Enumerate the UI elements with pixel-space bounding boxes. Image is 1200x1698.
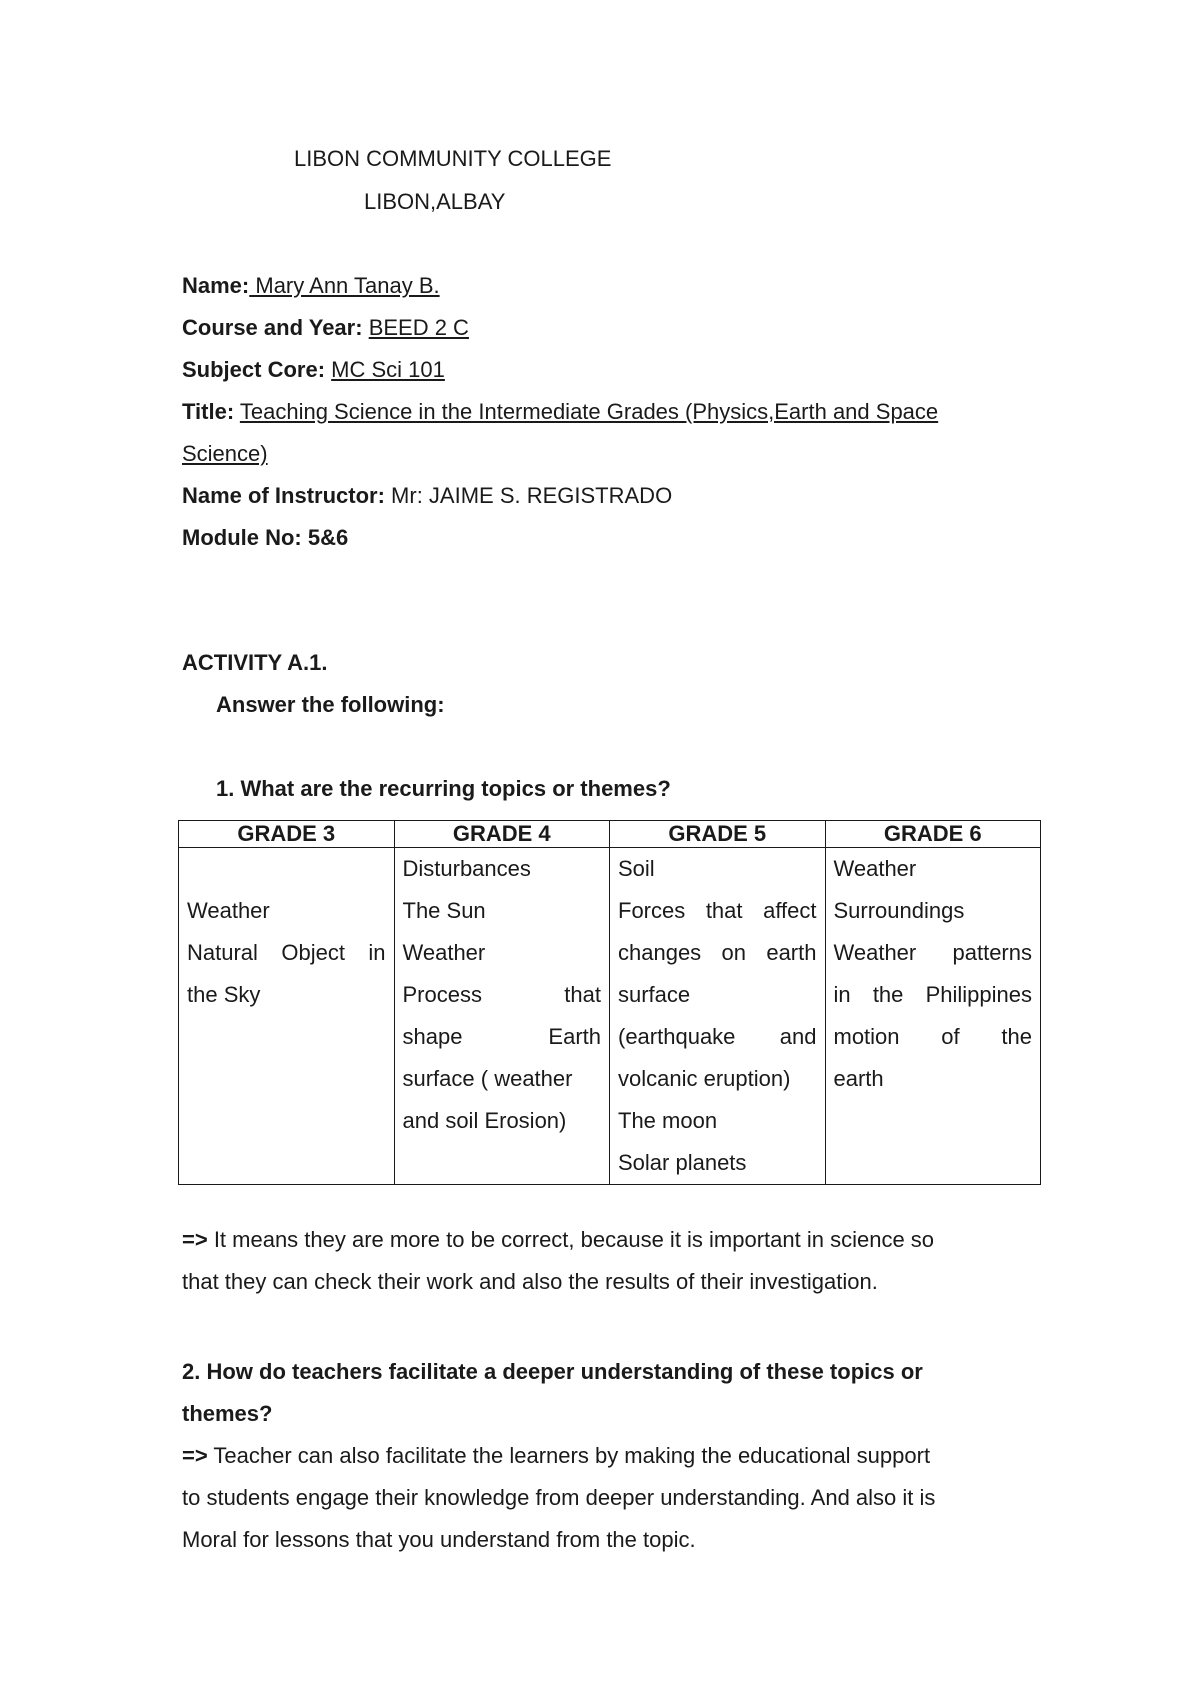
instructor-label: Name of Instructor: — [182, 483, 385, 508]
question-2-line: 2. How do teachers facilitate a deeper understanding of these topics or — [182, 1359, 923, 1384]
name-field — [182, 271, 440, 301]
answer-1-line — [182, 1219, 1032, 1261]
word: changes — [618, 940, 702, 965]
grade-5-topic: Soil — [618, 856, 655, 881]
word: on — [721, 940, 746, 965]
title-label: Title: — [182, 399, 235, 424]
grade-5-topic: Solar planets — [618, 1150, 747, 1175]
college-location: LIBON,ALBAY — [364, 189, 506, 214]
header-grade-6: GRADE 6 — [825, 821, 1041, 848]
answer-1 — [182, 1219, 1032, 1303]
grade-6-topic — [834, 932, 1033, 974]
question-2 — [182, 1351, 1032, 1435]
grade-6-topic — [834, 974, 1033, 1016]
grade-4-cell — [394, 848, 610, 1185]
word: and — [779, 1024, 817, 1049]
grade-4-topic: and soil Erosion) — [402, 1108, 567, 1133]
header-grade-3: GRADE 3 — [179, 821, 395, 848]
grade-5-topic: volcanic eruption) — [618, 1066, 791, 1091]
module-label: Module No: — [182, 525, 302, 550]
answer-1-text: It means they are more to be correct, because it is important in science so — [207, 1227, 935, 1252]
grade-5-topic: surface — [618, 982, 691, 1007]
subject-value: MC Sci 101 — [331, 357, 445, 382]
activity-instruction: Answer the following: — [216, 692, 445, 717]
grade-6-topic: Weather — [833, 856, 917, 881]
word: the — [872, 982, 904, 1007]
grade-6-cell — [825, 848, 1041, 1185]
grade-4-topic — [403, 974, 602, 1016]
word: shape — [402, 1024, 463, 1049]
grade-5-topic — [618, 932, 817, 974]
answer-2-line: to students engage their knowledge from deeper understanding. And also it is — [182, 1485, 936, 1510]
question-1: 1. What are the recurring topics or themes? — [216, 776, 671, 801]
word: Natural — [187, 940, 258, 965]
answer-2 — [182, 1435, 1032, 1561]
college-name: LIBON COMMUNITY COLLEGE — [294, 146, 612, 171]
table-header-row — [179, 821, 1041, 848]
grade-4-topic: surface ( weather — [402, 1066, 573, 1091]
word: the — [1001, 1024, 1032, 1049]
word: (earthquake — [618, 1024, 736, 1049]
grade-3-topic: Weather — [187, 898, 270, 923]
word: of — [941, 1024, 960, 1049]
subject-label: Subject Core: — [182, 357, 326, 382]
module-value: 5&6 — [307, 525, 349, 550]
title-value-line2: Science) — [182, 441, 268, 466]
word: in — [368, 940, 386, 965]
word: Forces — [618, 898, 686, 923]
answer-2-line — [182, 1435, 1032, 1477]
name-label: Name: — [182, 273, 250, 298]
name-value: Mary Ann Tanay B. — [249, 273, 440, 298]
grade-3-topic — [187, 932, 386, 974]
grade-3-topic: the Sky — [187, 982, 261, 1007]
module-field — [182, 523, 348, 553]
word: motion — [833, 1024, 900, 1049]
instructor-value: Mr: JAIME S. REGISTRADO — [391, 483, 673, 508]
grade-6-topic — [834, 1016, 1033, 1058]
title-field — [182, 397, 938, 427]
title-field-continued — [182, 439, 268, 469]
header-grade-5: GRADE 5 — [610, 821, 826, 848]
word: Object — [281, 940, 345, 965]
course-field — [182, 313, 469, 343]
grade-5-topic — [618, 890, 817, 932]
answer-1-line: that they can check their work and also the results of their investigation. — [182, 1269, 878, 1294]
word: earth — [766, 940, 817, 965]
word: patterns — [952, 940, 1032, 965]
word: that — [705, 898, 743, 923]
word: Earth — [548, 1024, 601, 1049]
grade-4-topic — [403, 1016, 602, 1058]
word: Process — [402, 982, 482, 1007]
grade-4-topic: Disturbances — [402, 856, 531, 881]
word: Philippines — [925, 982, 1032, 1007]
grade-5-topic: The moon — [618, 1108, 718, 1133]
word: that — [564, 982, 601, 1007]
word: affect — [763, 898, 817, 923]
question-2-line: themes? — [182, 1401, 273, 1426]
activity-heading: ACTIVITY A.1. — [182, 650, 328, 675]
course-label: Course and Year: — [182, 315, 363, 340]
grade-3-cell — [179, 848, 395, 1185]
grade-4-topic: Weather — [402, 940, 486, 965]
word: Weather — [833, 940, 917, 965]
grade-5-cell — [610, 848, 826, 1185]
grade-4-topic: The Sun — [402, 898, 486, 923]
instructor-field — [182, 481, 672, 511]
course-value: BEED 2 C — [368, 315, 469, 340]
header-grade-4: GRADE 4 — [394, 821, 610, 848]
grades-table — [178, 820, 1041, 1185]
grade-5-topic — [618, 1016, 817, 1058]
subject-field — [182, 355, 445, 385]
arrow-marker: => — [182, 1443, 208, 1468]
grade-6-topic: earth — [833, 1066, 884, 1091]
title-value-line1: Teaching Science in the Intermediate Grades (Physics,Earth and Space — [239, 399, 939, 424]
answer-2-text: Teacher can also facilitate the learners by making the educational support — [207, 1443, 931, 1468]
arrow-marker: => — [182, 1227, 208, 1252]
answer-2-line: Moral for lessons that you understand from the topic. — [182, 1527, 696, 1552]
word: in — [833, 982, 851, 1007]
table-row — [179, 848, 1041, 1185]
grade-6-topic: Surroundings — [833, 898, 965, 923]
